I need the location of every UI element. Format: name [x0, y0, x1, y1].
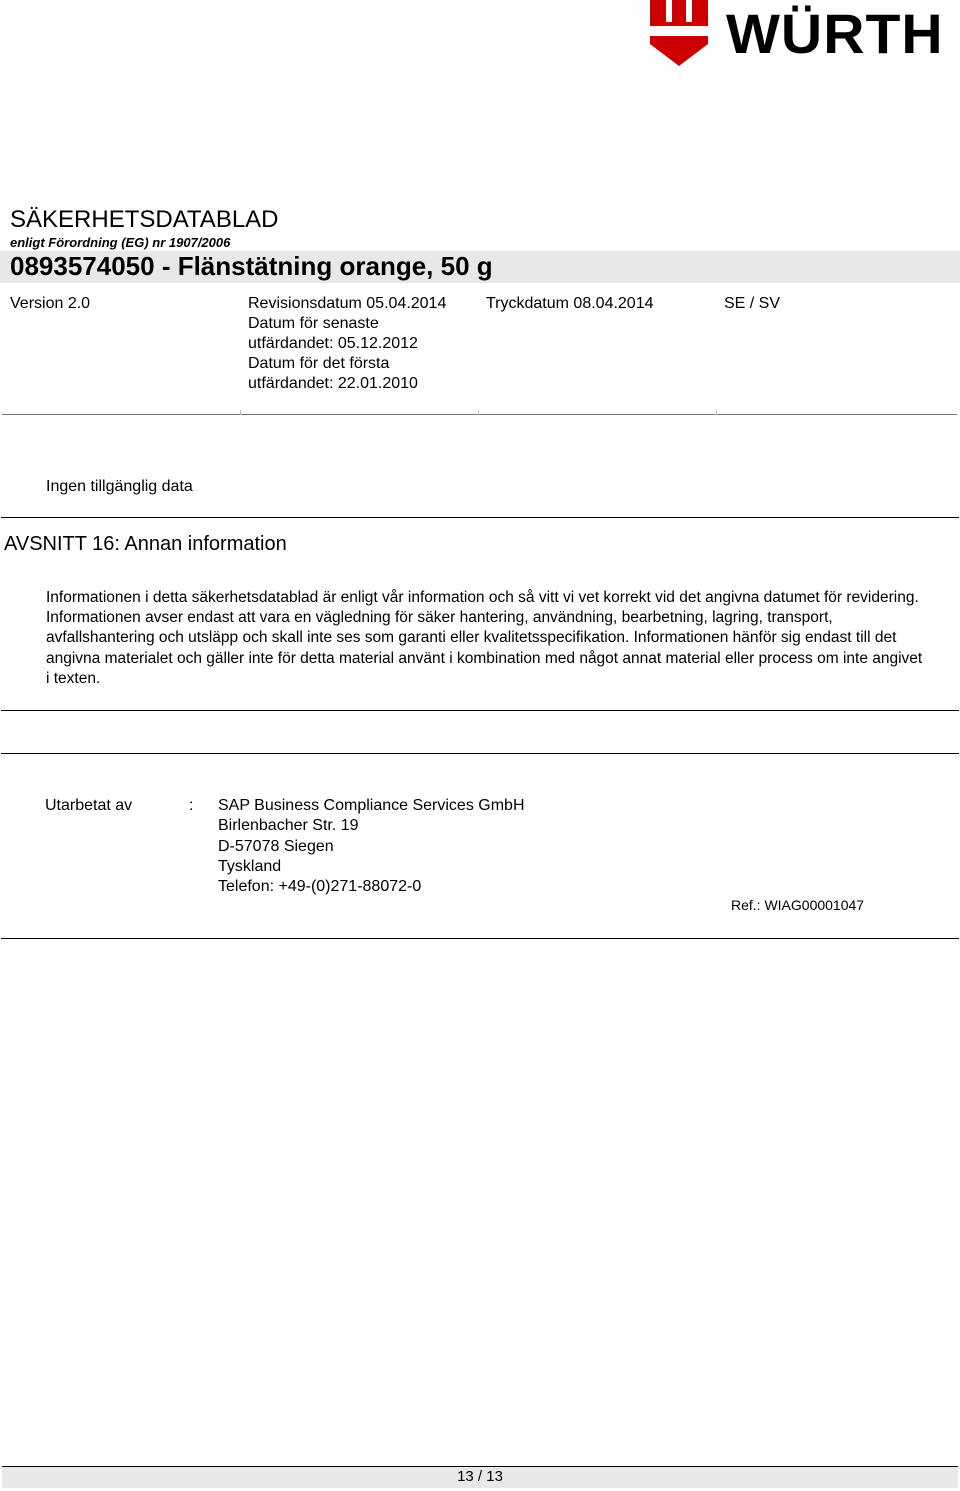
language-code: SE / SV: [724, 295, 781, 312]
prepared-by-colon: :: [189, 797, 194, 814]
first-issue-label: Datum för det första: [248, 355, 390, 372]
reference-number: Ref.: WIAG00001047: [731, 897, 865, 913]
section-16-heading: AVSNITT 16: Annan information: [4, 533, 287, 555]
phone: Telefon: +49-(0)271-88072-0: [218, 878, 422, 896]
document-title: SÄKERHETSDATABLAD: [10, 206, 279, 233]
section-divider: [1, 938, 959, 939]
country: Tyskland: [218, 857, 282, 875]
section-16-paragraph: Informationen i detta säkerhetsdatablad är enligt vår information och så vitt vi vet korrekt vid det angivna datumet för revidering. Informationen avser endast att vara en vägledning för säker hantering, användning, bearbetning, lagring, transport, avfallshantering och utsläpp och skall inte ses som garanti eller kvalitetsspecifikation. Informationen hänför sig endast till det angivna materialet och gäller inte för detta material använt i kombination med något annat material eller process om inte angivet i texten.: [46, 589, 923, 687]
section-divider: [1, 753, 959, 754]
first-issue-date: utfärdandet: 22.01.2010: [248, 375, 418, 392]
header-divider-tick: [478, 410, 479, 415]
header-divider: [2, 414, 957, 415]
header-divider-tick: [716, 410, 717, 415]
last-issue-label: Datum för senaste: [248, 315, 379, 332]
city: D-57078 Siegen: [218, 837, 334, 855]
regulation-reference: enligt Förordning (EG) nr 1907/2006: [10, 235, 231, 250]
prepared-by-label: Utarbetat av: [45, 797, 133, 814]
print-date: Tryckdatum 08.04.2014: [486, 295, 654, 312]
wurth-emblem-icon: [648, 0, 710, 68]
street-address: Birlenbacher Str. 19: [218, 817, 359, 835]
revision-date: Revisionsdatum 05.04.2014: [248, 295, 447, 312]
logo-wordmark: WÜRTH: [726, 2, 944, 65]
wurth-logo: [648, 0, 960, 70]
prepared-by-address: [218, 796, 525, 897]
revision-block: [248, 294, 446, 394]
section-divider: [1, 710, 959, 711]
header-divider-tick: [240, 410, 241, 415]
page-number: 13 / 13: [457, 1468, 503, 1485]
company-name: SAP Business Compliance Services GmbH: [218, 797, 525, 814]
product-title: 0893574050 - Flänstätning orange, 50 g: [10, 251, 493, 281]
section-divider: [1, 517, 959, 518]
version-label: Version 2.0: [10, 295, 91, 312]
last-issue-date: utfärdandet: 05.12.2012: [248, 335, 418, 352]
no-data-text: Ingen tillgänglig data: [46, 478, 193, 495]
